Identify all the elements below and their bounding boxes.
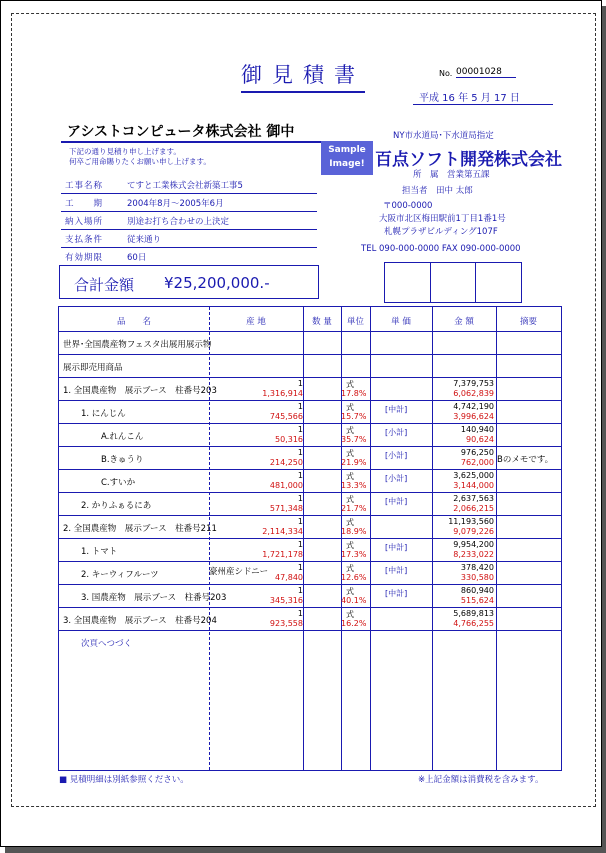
item-subtotal-tag: [小計]: [385, 428, 408, 437]
greeting-line-1: 下記の通り見積り申し上げます。: [69, 147, 181, 156]
item-margin: 35.7%: [341, 435, 367, 444]
approval-stamp-boxes: [384, 262, 522, 303]
table-row: [59, 538, 561, 562]
item-margin: 16.2%: [341, 619, 367, 628]
header-memo: 摘要: [519, 317, 537, 327]
item-unit: 式: [346, 541, 354, 550]
item-unit: 式: [346, 518, 354, 527]
item-margin: 17.8%: [341, 389, 367, 398]
item-name: 1. にんじん: [81, 409, 126, 419]
item-unit: 式: [346, 495, 354, 504]
item-qty: 1: [297, 402, 303, 411]
company-address-2: 札幌プラザビルディング107F: [384, 227, 498, 237]
item-amount-cost: 8,233,022: [453, 550, 494, 559]
info-row-project: [61, 176, 317, 194]
info-label: 工 期: [65, 199, 104, 209]
stamp-box: [476, 263, 521, 302]
info-row-period: [61, 194, 317, 212]
item-amount: 5,689,813: [453, 609, 494, 618]
item-amount: 11,193,560: [448, 517, 494, 526]
table-row: [59, 584, 561, 608]
item-cost: 481,000: [269, 481, 303, 490]
item-margin: 18.9%: [341, 527, 367, 536]
header-qty: 数 量: [312, 317, 332, 327]
info-value: 従来通り: [127, 235, 162, 245]
company-designation: NY市水道局･下水道局指定: [393, 131, 494, 141]
item-amount: 140,940: [460, 425, 494, 434]
greeting-line-2: 何卒ご用命賜りたくお願い申し上げます。: [69, 157, 211, 166]
item-amount-cost: 9,079,226: [453, 527, 494, 536]
item-subtotal-tag: [中計]: [385, 566, 408, 575]
item-name: 3. 国農産物 展示ブース 柱番号203: [81, 593, 227, 603]
table-row: [59, 469, 561, 493]
item-amount-cost: 4,766,255: [453, 619, 494, 628]
item-unit: 式: [346, 472, 354, 481]
item-amount: 2,637,563: [453, 494, 494, 503]
table-row: [59, 400, 561, 424]
footer-note-left: ■ 見積明細は別紙参照ください。: [59, 775, 189, 785]
info-value: 2004年8月～2005年6月: [127, 199, 224, 209]
greeting: [69, 147, 211, 167]
item-cost: 50,316: [275, 435, 303, 444]
item-qty: 1: [297, 517, 303, 526]
item-cost: 1,721,178: [262, 550, 303, 559]
item-subtotal-tag: [中計]: [385, 405, 408, 414]
company-address-1: 大阪市北区梅田駅前1丁目1番1号: [379, 214, 506, 224]
item-subtotal-tag: [中計]: [385, 497, 408, 506]
item-cost: 47,840: [275, 573, 303, 582]
table-row: [59, 377, 561, 401]
total-value: ¥25,200,000.-: [164, 274, 270, 292]
header-price: 単 価: [391, 317, 411, 327]
item-margin: 13.3%: [341, 481, 367, 490]
item-name: 1. トマト: [81, 547, 118, 557]
company-dept: 所 属 営業第五課: [413, 170, 490, 180]
item-margin: 17.3%: [341, 550, 367, 559]
item-name: 2. キーウィフルーツ: [81, 570, 159, 580]
table-row: [59, 423, 561, 447]
item-amount: 4,742,190: [453, 402, 494, 411]
item-margin: 21.9%: [341, 458, 367, 467]
item-unit: 式: [346, 449, 354, 458]
header-origin: 産 地: [246, 317, 266, 327]
item-name: A.れんこん: [101, 432, 144, 442]
item-margin: 15.7%: [341, 412, 367, 421]
stamp-box: [385, 263, 431, 302]
item-name: 1. 全国農産物 展示ブース 柱番号203: [63, 386, 217, 396]
item-qty: 1: [297, 494, 303, 503]
table-row: [59, 630, 561, 654]
continued-link: 次頁へつづく: [81, 639, 133, 649]
info-value: 別途お打ち合わせの上決定: [127, 217, 230, 227]
item-amount-cost: 3,144,000: [453, 481, 494, 490]
info-value: てすと工業株式会社新築工事5: [127, 181, 243, 191]
item-amount-cost: 90,624: [466, 435, 494, 444]
item-cost: 214,250: [269, 458, 303, 467]
item-qty: 1: [297, 448, 303, 457]
item-cost: 571,348: [269, 504, 303, 513]
info-row-payment: [61, 230, 317, 248]
item-cost: 2,114,334: [262, 527, 303, 536]
item-amount-cost: 2,066,215: [453, 504, 494, 513]
item-cost: 923,558: [269, 619, 303, 628]
item-memo: Bのメモです。: [497, 455, 554, 465]
item-cost: 745,566: [269, 412, 303, 421]
item-unit: 式: [346, 380, 354, 389]
item-name: C.すいか: [101, 478, 136, 488]
item-name: 2. かりふぁるにあ: [81, 501, 152, 511]
issue-date: 平成 16 年 5 月 17 日: [413, 89, 553, 105]
item-qty: 1: [297, 609, 303, 618]
item-qty: 1: [297, 563, 303, 572]
item-amount-cost: 330,580: [460, 573, 494, 582]
info-label: 工事名称: [65, 181, 104, 191]
table-row: [59, 561, 561, 585]
company-phone-fax: TEL 090-000-0000 FAX 090-000-0000: [361, 244, 521, 254]
table-row: [59, 515, 561, 539]
item-amount-cost: 515,624: [460, 596, 494, 605]
item-name: 2. 全国農産物 展示ブース 柱番号211: [63, 524, 217, 534]
total-amount-box: [59, 265, 319, 299]
estimate-table: [58, 306, 562, 771]
item-qty: 1: [297, 586, 303, 595]
item-margin: 21.7%: [341, 504, 367, 513]
item-subtotal-tag: [小計]: [385, 451, 408, 460]
stamp-box: [431, 263, 477, 302]
sample-badge: Sample Image!: [321, 141, 373, 175]
info-label: 支払条件: [65, 235, 104, 245]
total-label: 合計金額: [74, 276, 135, 294]
company-name: 百点ソフト開発株式会社: [375, 150, 562, 170]
item-unit: 式: [346, 564, 354, 573]
company-person: 担当者 田中 太郎: [402, 186, 473, 196]
item-amount-cost: 6,062,839: [453, 389, 494, 398]
item-qty: 1: [297, 540, 303, 549]
item-amount: 976,250: [460, 448, 494, 457]
item-unit: 式: [346, 587, 354, 596]
item-amount-cost: 3,996,624: [453, 412, 494, 421]
item-qty: 1: [297, 379, 303, 388]
item-amount: 9,954,200: [453, 540, 494, 549]
item-qty: 1: [297, 471, 303, 480]
info-row-delivery: [61, 212, 317, 230]
item-unit: 式: [346, 610, 354, 619]
item-amount: 3,625,000: [453, 471, 494, 480]
item-amount-cost: 762,000: [460, 458, 494, 467]
header-amount: 金 額: [454, 317, 474, 327]
info-label: 有効期限: [65, 253, 104, 263]
item-margin: 40.1%: [341, 596, 367, 605]
doc-number-label: No.: [439, 69, 453, 78]
header-unit: 単位: [346, 317, 364, 327]
footer-note-right: ※上記金額は消費税を含みます。: [418, 775, 544, 785]
item-origin: 豪州産シドニー: [209, 567, 269, 577]
item-amount: 378,420: [460, 563, 494, 572]
table-row: [59, 492, 561, 516]
table-row: [59, 354, 561, 378]
document-title: 御見積書: [241, 59, 365, 93]
item-unit: 式: [346, 426, 354, 435]
item-unit: 式: [346, 403, 354, 412]
item-amount: 860,940: [460, 586, 494, 595]
item-cost: 345,316: [269, 596, 303, 605]
item-name: 展示即売用商品: [63, 363, 123, 373]
item-qty: 1: [297, 425, 303, 434]
item-subtotal-tag: [小計]: [385, 474, 408, 483]
info-label: 納入場所: [65, 217, 104, 227]
company-zip: 〒000-0000: [383, 201, 433, 211]
item-name: 世界･全国農産物フェスタ出展用展示物: [63, 340, 212, 350]
doc-number: 00001028: [456, 67, 516, 78]
table-row: [59, 331, 561, 355]
item-name: B.きゅうり: [101, 455, 144, 465]
info-value: 60日: [127, 253, 147, 263]
item-subtotal-tag: [中計]: [385, 543, 408, 552]
header-name: 品 名: [116, 317, 151, 327]
table-row: [59, 607, 561, 631]
item-name: 3. 全国農産物 展示ブース 柱番号204: [63, 616, 217, 626]
info-row-validity: [61, 248, 317, 266]
item-subtotal-tag: [中計]: [385, 589, 408, 598]
table-row: [59, 446, 561, 470]
item-cost: 1,316,914: [262, 389, 303, 398]
item-margin: 12.6%: [341, 573, 367, 582]
item-amount: 7,379,753: [453, 379, 494, 388]
customer-name: アシストコンピュータ株式会社 御中: [61, 121, 325, 143]
